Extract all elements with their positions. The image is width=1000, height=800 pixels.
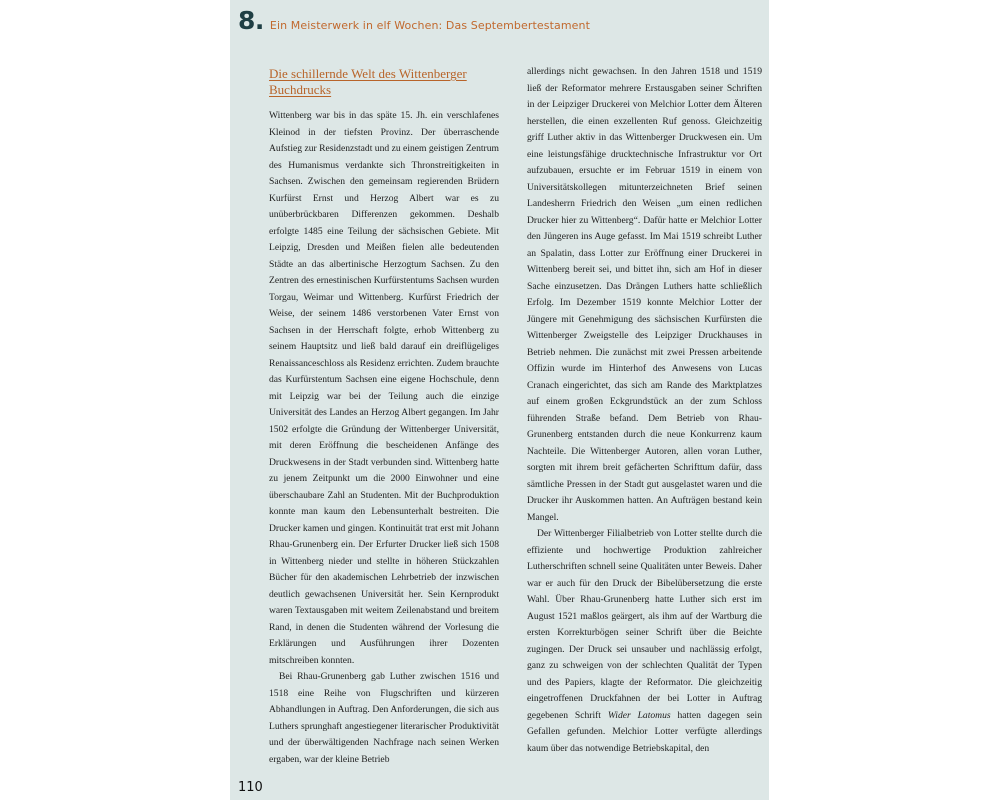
paragraph-text: Der Wittenberger Filialbetrieb von Lotter stellte durch die effiziente und hochwertige Produktion zahlreicher Lutherschriften schnell seine Qualitäten unter Beweis. Daher war er auch für den Druck der Bibelübersetzung die erste Wahl. Über Rhau-Grunenberg hatte Luther sich erst im August 1521 maßlos geärgert, als ihm auf der Wartburg die ersten Korrekturbögen seiner Schrift über die Beichte zugingen. Der Druck sei unsauber und nachlässig erfolgt, ganz zu schweigen von der schlechten Qualität der Typen und des Papiers, klagte der Reformator. Die gleichzeitig eingetroffenen Druckfahnen der bei Lotter in Auftrag gegebenen Schrift <box>527 528 762 721</box>
book-title-italic: Wider Latomus <box>607 709 671 721</box>
paragraph: Bei Rhau-Grunenberg gab Luther zwischen 1516 und 1518 eine Reihe von Flugschriften und kürzeren Abhandlungen in Auftrag. Den Anforderungen, die sich aus Luthers sprunghaft angestiegener literarischer Produktivität und der überwältigenden Nachfrage nach seinen Werken ergaben, war der kleine Betrieb <box>269 671 499 765</box>
paragraph <box>527 526 762 757</box>
chapter-title: Ein Meisterwerk in elf Wochen: Das Septembertestament <box>269 19 590 32</box>
paragraph: Wittenberg war bis in das späte 15. Jh. ein verschlafenes Kleinod in der tiefsten Provinz. Der überraschende Aufstieg zur Residenzstadt und zu einem geistigen Zentrum des Humanismus verdankte sich Thronstreitigkeiten in Sachsen. Zwischen den gemeinsam regierenden Brüdern Kurfürst Ernst und Herzog Albert war es zu unüberbrückbaren Differenzen gekommen. Deshalb erfolgte 1485 eine Teilung der sächsischen Gebiete. Mit Leipzig, Dresden und Meißen fielen alle bedeutenden Städte an das albertinische Herzogtum Sachsen. Zu den Zentren des ernestinischen Kurfürstentums Sachsen wurden Torgau, Weimar und Wittenberg. Kurfürst Friedrich der Weise, der seinem 1486 verstorbenen Vater Ernst von Sachsen in der Herrschaft folgte, erhob Wittenberg zu seinem Hauptsitz und ließ bald darauf ein dreiflügeliges Renaissanceschloss als Residenz errichten. Zudem brauchte das Kurfürstentum Sachsen eine eigene Hochschule, denn mit Leipzig war bei der Teilung auch die einzige Universität des Landes an Herzog Albert gegangen. Im Jahr 1502 erfolgte die Gründung der Wittenberger Universität, mit deren Eröffnung die bescheidenen Anfänge des Druckwesens in der Stadt verbunden sind. Wittenberg hatte zu jenem Zeitpunkt um die 2000 Einwohner und eine überschaubare Zahl an Studenten. Mit der Buchproduktion konnte man kaum den Lebensunterhalt bestreiten. Die Drucker kamen und gingen. Kontinuität trat erst mit Johann Rhau-Grunenberg ein. Der Erfurter Drucker ließ sich 1508 in Wittenberg nieder und stellte in höheren Stückzahlen Bücher für den akademischen Lehrbetrieb der inzwischen deutlich gewachsenen Universität her. Sein Kernprodukt waren Textausgaben mit weitem Zeilenabstand und breitem Rand, in denen die Studenten während der Vorlesung die Erklärungen und Ausführungen ihrer Dozenten mitschreiben konnten. <box>269 110 499 666</box>
chapter-header <box>238 6 590 34</box>
chapter-number: 8. <box>238 6 264 35</box>
paragraph-text: hatten dagegen sein Gefallen gefunden. Melchior Lotter verfügte allerdings kaum über das notwendige Betriebskapital, den <box>527 709 762 754</box>
left-column <box>269 64 499 768</box>
paragraph: allerdings nicht gewachsen. In den Jahren 1518 und 1519 ließ der Reformator mehrere Erstausgaben seiner Schriften in der Leipziger Druckerei von Melchior Lotter dem Älteren herstellen, die einen exzellenten Ruf genoss. Gleichzeitig griff Luther aktiv in das Wittenberger Druckwesen ein. Um eine leistungsfähige drucktechnische Infrastruktur vor Ort aufzubauen, ersuchte er im Februar 1519 in einem von Universitätskollegen mitunterzeichneten Brief seinen Landesherrn Friedrich den Weisen „um einen redlichen Drucker hier zu Wittenberg“. Dafür hatte er Melchior Lotter den Jüngeren ins Auge gefasst. Im Mai 1519 schreibt Luther an Spalatin, dass Lotter zur Eröffnung einer Druckerei in Wittenberg bereit sei, und bittet ihn, sich am Hof in dieser Sache einzusetzen. Das Drängen Luthers hatte schließlich Erfolg. Im Dezember 1519 konnte Melchior Lotter der Jüngere mit Genehmigung des sächsischen Kurfürsten die Wittenberger Zweigstelle des Leipziger Druckhauses in Betrieb nehmen. Die zunächst mit zwei Pressen arbeitende Offizin wurde im Hinterhof des Anwesens von Lucas Cranach eingerichtet, das sich am Rande des Marktplatzes auf einem großen Eckgrundstück an der zum Schloss führenden Straße befand. Dem Betrieb von Rhau-Grunenberg entstanden durch die neue Konkurrenz kaum Nachteile. Die Wittenberger Autoren, allen voran Luther, sorgten mit ihrem breit gefächerten Schrifttum dafür, dass sämtliche Pressen in der Stadt gut ausgelastet waren und die Drucker ihr Auskommen hatten. An Aufträgen bestand kein Mangel. <box>527 66 762 523</box>
right-column <box>527 64 762 757</box>
page-number: 110 <box>238 780 263 795</box>
section-title: Die schillernde Welt des Wittenberger Buchdrucks <box>269 66 467 97</box>
book-page <box>230 0 769 800</box>
